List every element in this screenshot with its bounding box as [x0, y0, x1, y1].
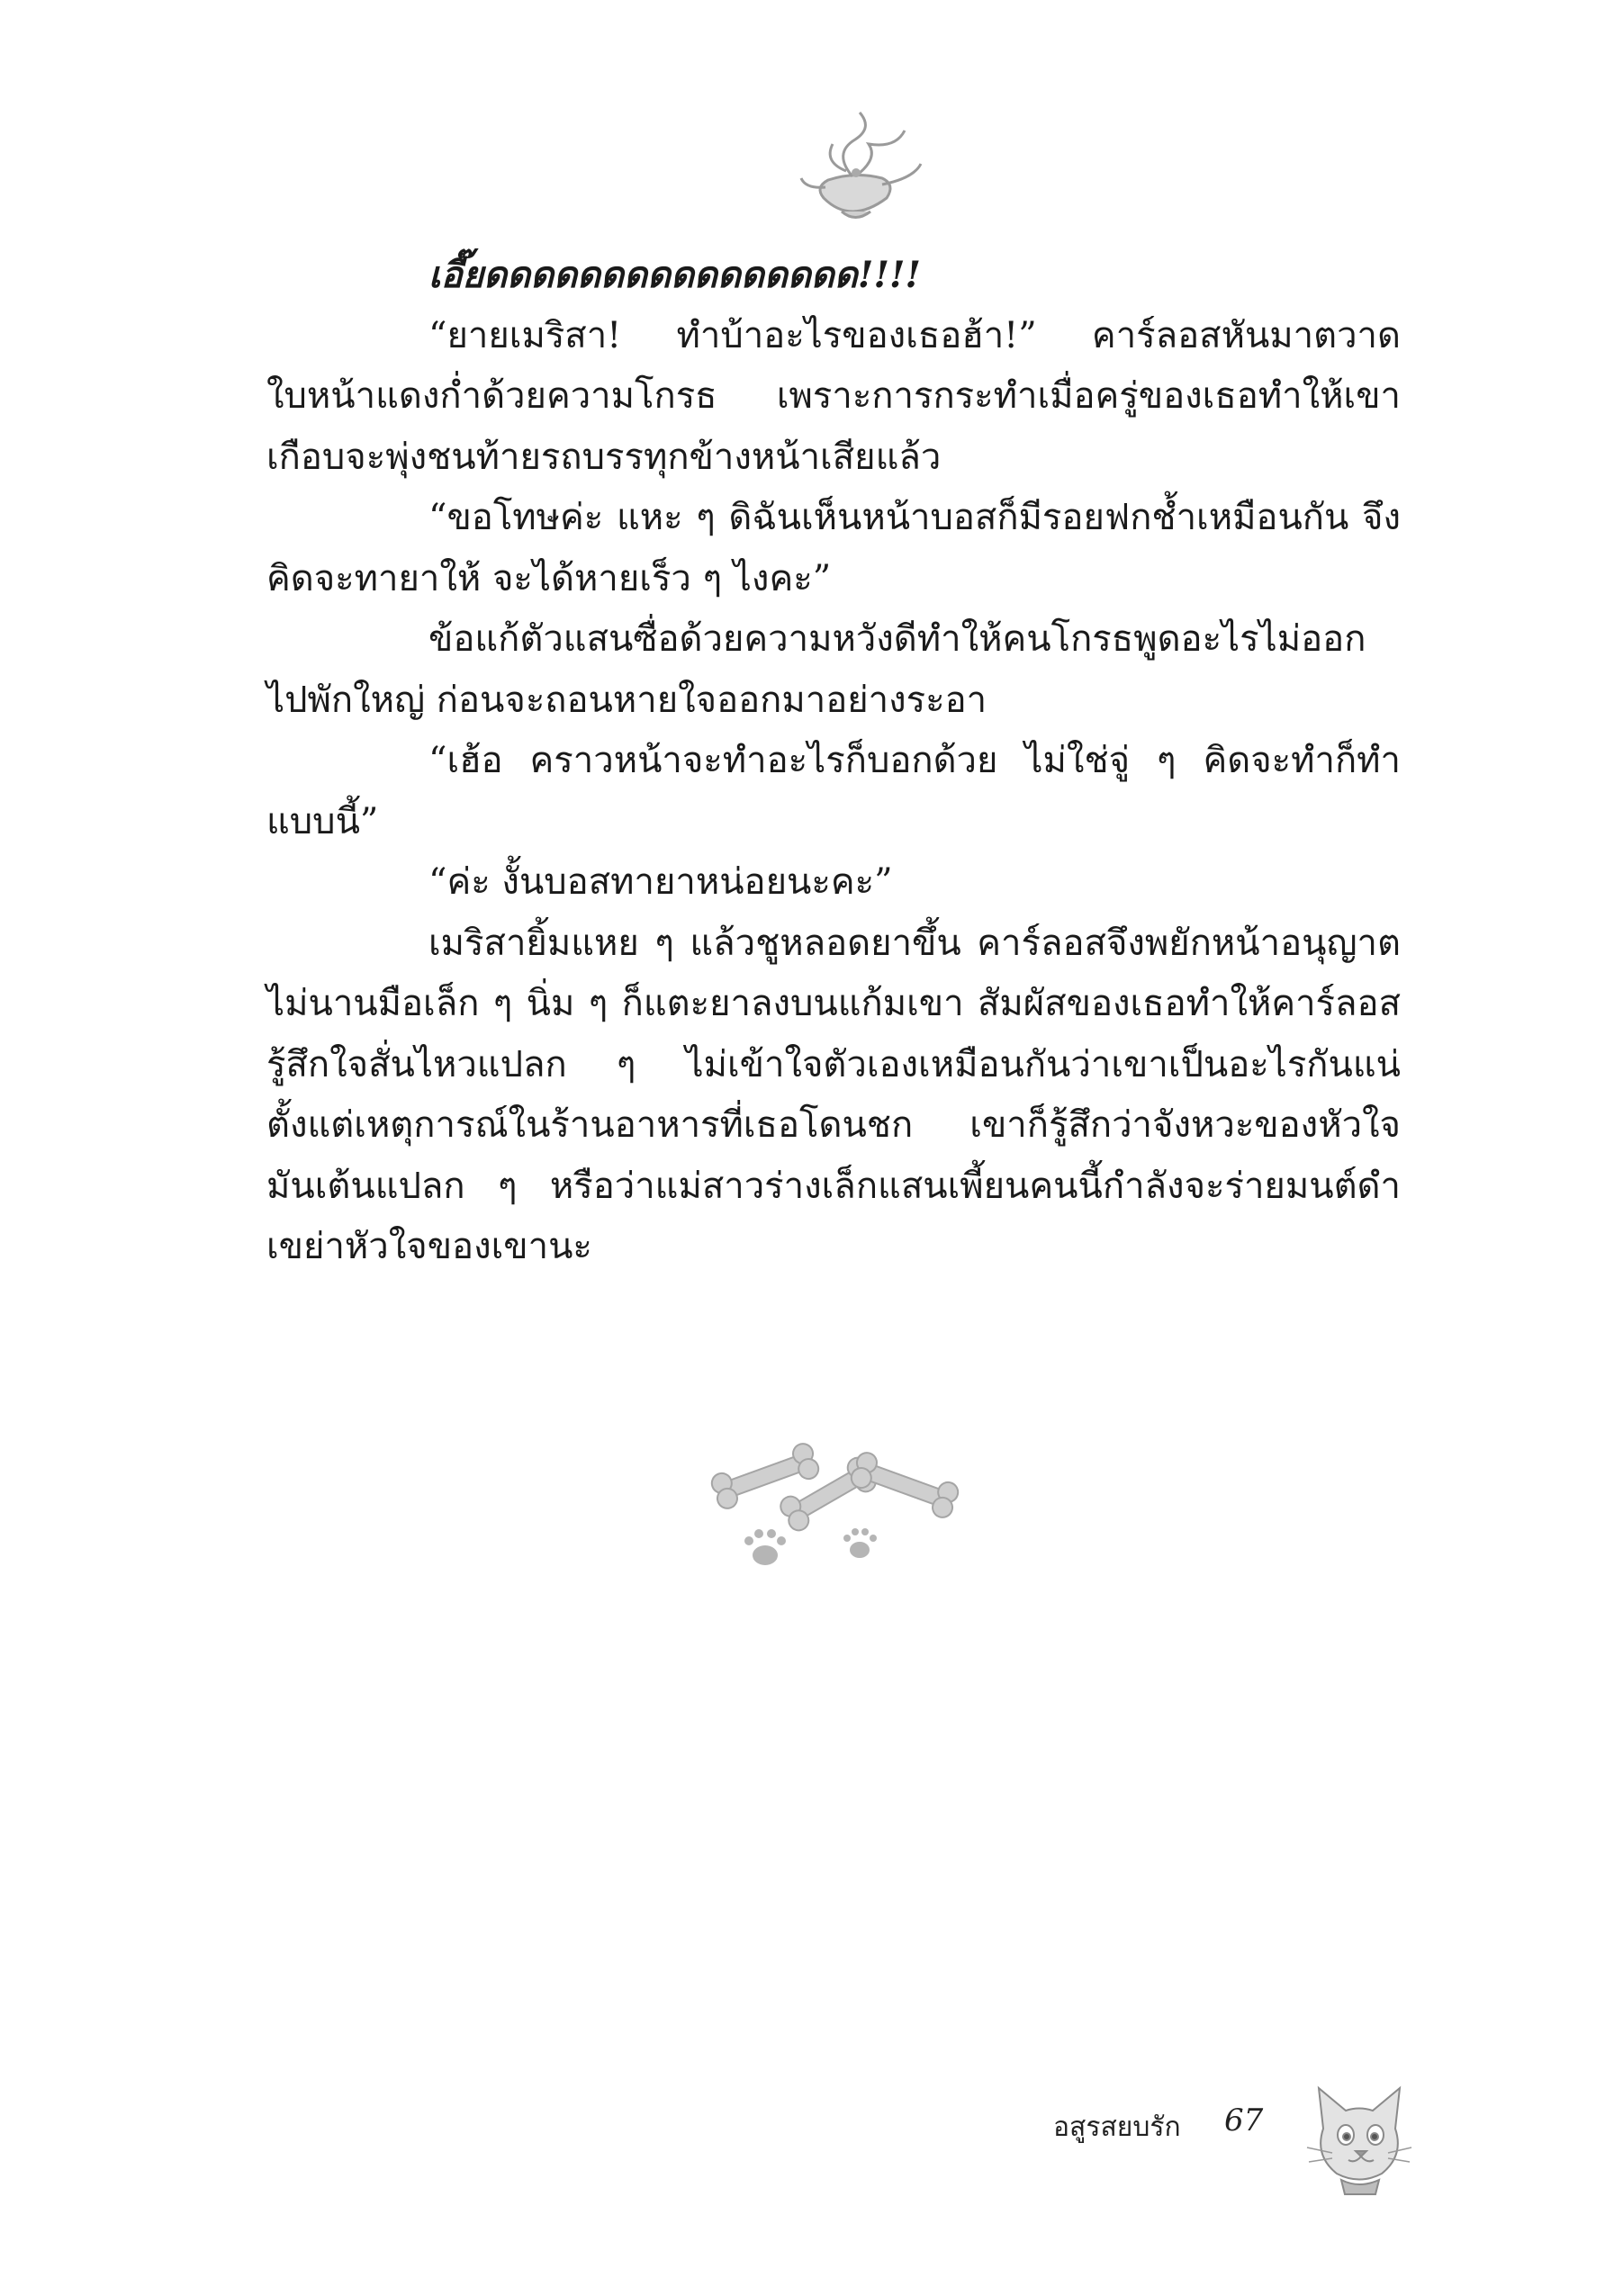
exclamation-line: เอี๊ยดดดดดดดดดดดดดดดด!!!!: [428, 254, 921, 296]
cat-face-icon: [1305, 2079, 1413, 2196]
paragraph: “ค่ะ งั้นบอสทายาหน่อยนะคะ”: [428, 861, 893, 903]
paragraph: เมริสายิ้มแหย ๆ แล้วชูหลอดยาขึ้น คาร์ลอสจึงพยักหน้าอนุญาต ไม่นานมือเล็ก ๆ นิ่ม ๆ ก็แตะยาลงบนแก้มเขา สัมผัสของเธอทำให้คาร์ลอสรู้สึกใจสั่นไหวแปลก ๆ ไม่เข้าใจตัวเองเหมือนกันว่าเขาเป็นอะไรกันแน่ ตั้งแต่เหตุการณ์ในร้านอาหารที่เธอโดนชก เขาก็รู้สึกว่าจังหวะของหัวใจมันเต้นแปลก ๆ หรือว่าแม่สาวร่างเล็กแสนเพี้ยนคนนี้กำลังจะร่ายมนต์ดำเขย่าหัวใจของเขานะ: [266, 922, 1401, 1267]
page-footer: [1044, 2079, 1422, 2205]
paragraph: “เฮ้อ คราวหน้าจะทำอะไรก็บอกด้วย ไม่ใช่จู่ ๆ คิดจะทำก็ทำแบบนี้”: [266, 740, 1401, 842]
teapot-ornament-icon: [770, 108, 932, 234]
page-number: 67: [1224, 2102, 1264, 2138]
book-title: อสูรสยบรัก: [1053, 2111, 1181, 2143]
bones-and-paws-icon: [702, 1422, 972, 1584]
story-text: [266, 245, 1401, 1278]
paragraph: “ยายเมริสา! ทำบ้าอะไรของเธอฮ้า!” คาร์ลอสหันมาตวาด ใบหน้าแดงก่ำด้วยความโกรธ เพราะการกระทำเมื่อครู่ของเธอทำให้เขาเกือบจะพุ่งชนท้ายรถบรรทุกข้างหน้าเสียแล้ว: [266, 314, 1401, 478]
paragraph: “ขอโทษค่ะ แหะ ๆ ดิฉันเห็นหน้าบอสก็มีรอยฟกช้ำเหมือนกัน จึงคิดจะทายาให้ จะได้หายเร็ว ๆ ไงคะ”: [266, 497, 1401, 599]
paragraph: ข้อแก้ตัวแสนซื่อด้วยความหวังดีทำให้คนโกรธพูดอะไรไม่ออกไปพักใหญ่ ก่อนจะถอนหายใจออกมาอย่างระอา: [266, 618, 1366, 721]
